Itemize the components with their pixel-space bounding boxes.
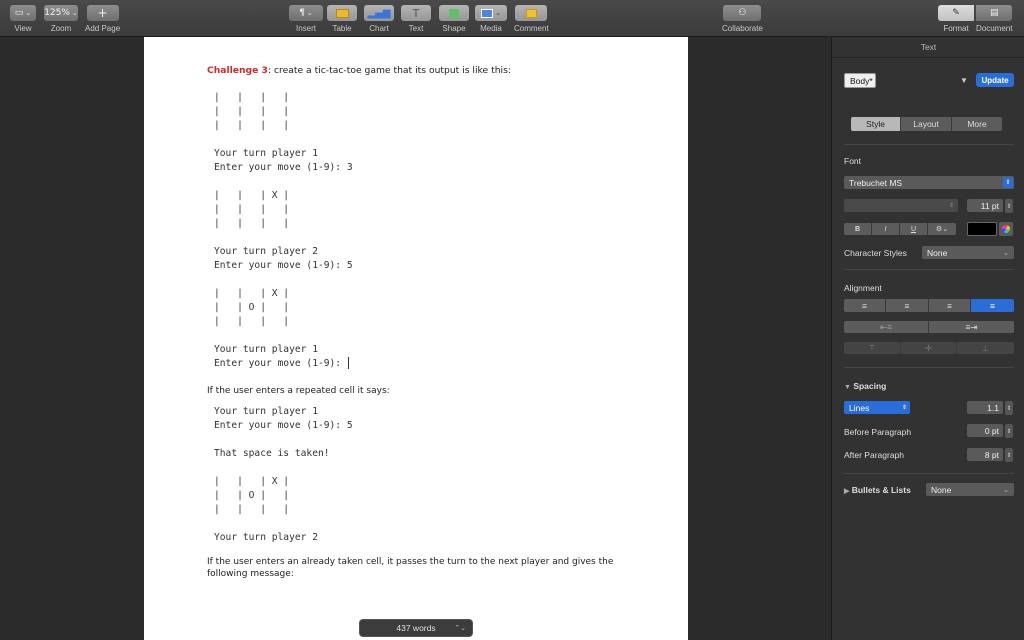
font-size-field[interactable]: 11 pt	[967, 199, 1003, 212]
document-button[interactable]	[976, 5, 1012, 21]
toolbar	[0, 0, 1024, 37]
output-board-3: | | | X | | | O | | | | | |	[214, 476, 290, 515]
paragraph-taken: If the user enters an already taken cell, it passes the turn to the next player and gives the following message:	[207, 557, 614, 579]
divider	[844, 473, 1014, 474]
table-group[interactable]	[327, 5, 357, 33]
plus-icon: +	[97, 6, 108, 20]
line-spacing-stepper[interactable]: ⇕	[1005, 401, 1013, 415]
zoom-label: Zoom	[50, 24, 72, 33]
align-right-button[interactable]	[929, 299, 971, 312]
output-board-2: | | | X | | | O | | | | | |	[214, 288, 290, 327]
document-page[interactable]	[144, 37, 688, 640]
chart-label: Chart	[369, 24, 389, 33]
word-count-value: 437 words	[396, 623, 436, 633]
text-tabs	[851, 117, 1002, 131]
text-box-icon: T	[412, 6, 420, 20]
updown-arrows-icon: ⌃⌄	[454, 625, 466, 632]
chart-button[interactable]	[364, 5, 394, 21]
bullets-label: Bullets & Lists	[851, 485, 911, 495]
gear-icon: ⚙⌄	[935, 226, 949, 233]
table-label: Table	[332, 24, 352, 33]
media-label: Media	[480, 24, 502, 33]
align-middle-button[interactable]	[901, 342, 957, 354]
text-options-button[interactable]	[928, 223, 956, 235]
text-cursor	[348, 357, 349, 369]
justify-icon: ≡	[990, 300, 995, 311]
after-paragraph-field[interactable]: 8 pt	[967, 448, 1003, 461]
update-style-button[interactable]: Update	[976, 73, 1014, 87]
decrease-indent-button[interactable]	[844, 321, 929, 333]
align-center-button[interactable]	[886, 299, 929, 312]
output-prompt-3	[214, 343, 349, 371]
vertical-align-buttons	[844, 342, 1014, 354]
text-label: Text	[408, 24, 424, 33]
chevron-down-icon: ⌄	[306, 9, 313, 17]
chart-group[interactable]	[364, 5, 394, 33]
character-styles-label: Character Styles	[844, 248, 907, 258]
word-count-button[interactable]	[359, 619, 473, 637]
underline-button[interactable]: U	[900, 223, 928, 235]
output-board-1: | | | X | | | | | | | | |	[214, 190, 290, 229]
format-label: Format	[943, 24, 969, 33]
divider	[844, 367, 1014, 368]
photo-icon	[481, 9, 493, 18]
document-group[interactable]	[976, 5, 1012, 33]
insert-button[interactable]	[289, 5, 323, 21]
format-group[interactable]	[938, 5, 974, 33]
text-color-well[interactable]	[967, 222, 997, 236]
heading-text: : create a tic-tac-toe game that its output is like this:	[267, 65, 511, 76]
color-wheel-icon[interactable]	[999, 222, 1013, 236]
alignment-label: Alignment	[844, 283, 882, 293]
add-person-icon: ⚇	[738, 8, 747, 18]
insert-label: Insert	[295, 24, 316, 33]
spacing-mode-value: Lines	[849, 402, 870, 413]
media-group[interactable]	[475, 5, 507, 33]
comment-icon	[526, 9, 537, 18]
updown-arrows-icon: ⇕	[948, 203, 954, 209]
align-middle-icon: ✛	[924, 342, 933, 353]
updown-arrows-icon: ⇕	[1003, 177, 1013, 188]
document-icon: ▤	[989, 8, 999, 18]
divider	[844, 144, 1014, 145]
output-prompt-3-text: Your turn player 1 Enter your move (1-9):	[214, 344, 342, 369]
add-page-button[interactable]	[87, 5, 119, 21]
spacing-header[interactable]	[844, 381, 886, 391]
align-left-button[interactable]	[844, 299, 886, 312]
font-family-value: Trebuchet MS	[849, 177, 903, 188]
align-center-icon: ≡	[904, 300, 910, 311]
indent-icon: ≡⇥	[965, 321, 978, 332]
paragraph-repeated: If the user enters a repeated cell it says:	[207, 386, 390, 396]
format-inspector	[831, 37, 1024, 640]
chevron-down-icon: ⌄	[71, 9, 78, 17]
collaborate-label: Collaborate	[722, 24, 763, 33]
tab-more[interactable]: More	[952, 117, 1002, 131]
after-paragraph-stepper[interactable]: ⇕	[1005, 448, 1013, 462]
spacing-label: Spacing	[853, 381, 887, 391]
font-size-stepper[interactable]: ⇕	[1005, 199, 1013, 213]
shape-button[interactable]	[439, 5, 469, 21]
align-top-button[interactable]	[844, 342, 901, 354]
character-styles-select[interactable]	[922, 246, 1014, 259]
align-top-icon: ⊤	[868, 342, 876, 353]
bullets-select[interactable]	[926, 483, 1014, 496]
tab-layout[interactable]: Layout	[901, 117, 952, 131]
spacing-mode-select[interactable]	[844, 401, 910, 414]
updown-arrows-icon: ⇕	[901, 405, 907, 411]
challenge-heading	[207, 65, 511, 76]
shape-group[interactable]	[439, 5, 469, 33]
align-bottom-icon: ⊥	[981, 342, 990, 353]
zoom-value: 125%	[44, 8, 70, 18]
character-styles-value: None	[927, 247, 948, 258]
zoom-group[interactable]	[44, 5, 78, 33]
zoom-select[interactable]	[44, 5, 78, 21]
align-bottom-button[interactable]	[957, 342, 1014, 354]
before-paragraph-stepper[interactable]: ⇕	[1005, 424, 1013, 438]
outdent-icon: ⇤≡	[879, 321, 893, 332]
before-paragraph-field[interactable]: 0 pt	[967, 424, 1003, 437]
bullets-value: None	[931, 484, 952, 495]
shape-label: Shape	[442, 24, 466, 33]
comment-label: Comment	[514, 24, 549, 33]
align-left-icon: ≡	[862, 300, 867, 311]
output-prompt-4: Your turn player 1 Enter your move (1-9): 5	[214, 406, 353, 431]
insert-group[interactable]	[289, 5, 323, 33]
table-button[interactable]	[327, 5, 357, 21]
bullets-header[interactable]	[844, 485, 911, 495]
chart-icon: ▂▄▆	[367, 7, 391, 19]
indent-buttons	[844, 321, 1014, 333]
font-family-select[interactable]	[844, 176, 1014, 189]
paragraph-style-field[interactable]: Body*	[844, 73, 876, 88]
collaborate-group[interactable]	[722, 5, 763, 33]
line-spacing-field[interactable]: 1.1	[967, 401, 1003, 414]
collaborate-button[interactable]	[723, 5, 761, 21]
format-button[interactable]	[938, 5, 974, 21]
comment-group[interactable]	[514, 5, 549, 33]
output-prompt-5: Your turn player 2	[214, 532, 318, 543]
tab-style[interactable]: Style	[851, 117, 901, 131]
sidebar-icon: ▭	[14, 8, 24, 18]
add-page-label: Add Page	[85, 24, 121, 33]
comment-button[interactable]	[515, 5, 547, 21]
style-disclosure-icon[interactable]: ▼	[960, 76, 968, 85]
paintbrush-icon: ✎	[952, 8, 960, 18]
divider	[832, 57, 1024, 58]
output-prompt-1: Your turn player 1 Enter your move (1-9): 3	[214, 148, 353, 173]
text-group[interactable]	[401, 5, 431, 33]
document-label: Document	[976, 24, 1013, 33]
font-style-buttons	[844, 223, 956, 235]
chevron-down-icon: ⌄	[495, 9, 501, 17]
disclosure-closed-icon: ▶	[844, 488, 850, 495]
increase-indent-button[interactable]	[929, 321, 1014, 333]
justify-button[interactable]	[971, 299, 1014, 312]
align-right-icon: ≡	[947, 300, 952, 311]
media-button[interactable]	[475, 5, 507, 21]
before-paragraph-label: Before Paragraph	[844, 427, 912, 437]
alignment-buttons	[844, 299, 1014, 312]
view-group[interactable]	[10, 5, 36, 33]
inspector-title: Text	[920, 42, 937, 52]
table-icon	[336, 9, 349, 18]
pilcrow-icon: ¶	[299, 8, 305, 18]
view-label: View	[14, 24, 32, 33]
bold-button[interactable]: B	[844, 223, 872, 235]
view-button[interactable]	[10, 5, 36, 21]
chevron-down-icon: ⌄	[25, 9, 32, 17]
document-canvas	[0, 37, 831, 640]
shape-icon	[449, 9, 459, 18]
output-prompt-2: Your turn player 2 Enter your move (1-9): 5	[214, 246, 353, 271]
disclosure-open-icon: ▼	[844, 384, 851, 391]
font-label: Font	[844, 156, 862, 166]
output-board-empty: | | | | | | | | | | | |	[214, 92, 290, 131]
output-taken-message: That space is taken!	[214, 448, 330, 459]
divider	[844, 269, 1014, 270]
after-paragraph-label: After Paragraph	[844, 450, 905, 460]
italic-button[interactable]: I	[872, 223, 900, 235]
text-button[interactable]	[401, 5, 431, 21]
heading-highlight: Challenge 3	[207, 65, 268, 76]
chevron-down-icon: ⌄	[1003, 486, 1009, 494]
add-page-group[interactable]	[85, 5, 120, 33]
chevron-down-icon: ⌄	[1003, 249, 1009, 257]
font-typeface-select[interactable]	[844, 199, 958, 212]
